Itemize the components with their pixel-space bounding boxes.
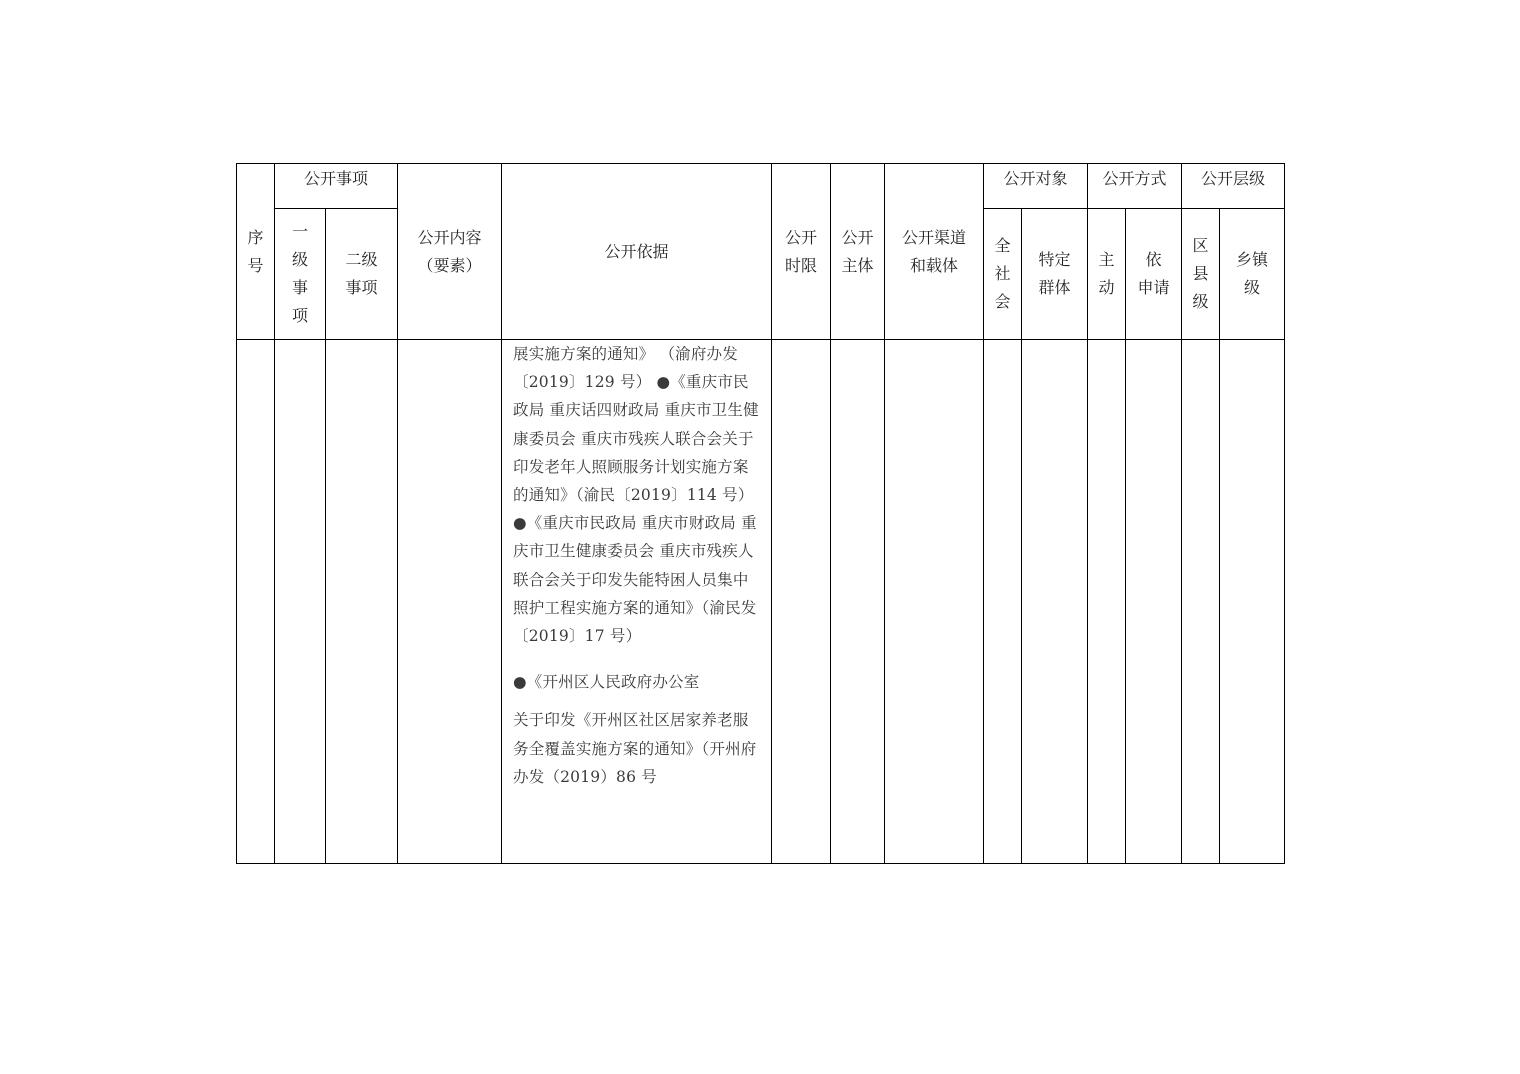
header-time-limit-line2: 时限 [785,255,818,275]
cell-channel [885,340,984,864]
cell-content [398,340,502,864]
header-level-town-line1: 乡镇 [1236,250,1269,269]
header-matter-level1 [275,209,326,340]
cell-seq [237,340,275,864]
header-subject-line2: 主体 [841,255,874,275]
header-channel-line2: 和载体 [910,255,959,275]
header-content-line2: （要素） [417,255,482,275]
header-matter-level2 [326,209,398,340]
header-matter-label: 公开事项 [304,169,369,188]
cell-level-town [1220,340,1285,864]
header-time-limit-line1: 公开 [785,227,818,247]
header-method-active [1088,209,1126,340]
header-matter [275,164,398,209]
basis-paragraph: 展实施方案的通知》 （渝府办发〔2019〕129 号） ●《重庆市民政局 重庆话四财政局 重庆市卫生健康委员会 重庆市残疾人联合会关于印发老年人照顾服务计划实施方案的通知》（渝民〔2019〕114 号）●《重庆市民政局 重庆市财政局 重庆市卫生健康委员会 重庆市残疾人联合会关于印发失能特困人员集中照护工程实施方案的通知》（渝民发〔2019〕17 号） [513,345,759,646]
header-audience-specific [1022,209,1088,340]
header-matter-level1-label: 一级事项 [291,222,308,325]
header-method [1088,164,1182,209]
header-time-limit [772,164,831,340]
cell-audience-specific [1022,340,1088,864]
table-row [237,340,1285,864]
header-row-1 [237,164,1285,209]
header-basis-label: 公开依据 [604,241,669,261]
cell-basis [502,340,772,864]
header-audience-label: 公开对象 [1003,169,1068,188]
cell-method-active [1088,340,1126,864]
header-level-county-label: 区县级 [1192,236,1209,311]
header-channel-line1: 公开渠道 [902,227,967,247]
header-audience-specific-line2: 群体 [1038,278,1071,297]
header-level [1182,164,1285,209]
header-level-label: 公开层级 [1201,169,1266,188]
cell-matter-level1 [275,340,326,864]
basis-paragraph: ●《开州区人民政府办公室 [513,673,700,692]
header-content-line1: 公开内容 [417,227,482,247]
header-matter-level2-line2: 事项 [345,278,378,297]
header-level-county [1182,209,1220,340]
basis-paragraph: 关于印发《开州区社区居家养老服务全覆盖实施方案的通知》（开州府办发（2019）86 号 [513,711,757,786]
header-matter-level2-line1: 二级 [345,250,378,269]
cell-matter-level2 [326,340,398,864]
cell-subject [831,340,885,864]
header-audience-all [984,209,1022,340]
header-subject-line1: 公开 [841,227,874,247]
header-seq-line1: 序 [247,227,264,247]
header-audience-specific-line1: 特定 [1038,250,1071,269]
header-seq [237,164,275,340]
header-content [398,164,502,340]
header-method-label: 公开方式 [1102,169,1167,188]
header-method-request [1126,209,1182,340]
cell-time-limit [772,340,831,864]
header-level-town [1220,209,1285,340]
cell-audience-all [984,340,1022,864]
header-seq-line2: 号 [247,255,264,275]
cell-level-county [1182,340,1220,864]
header-audience-all-label: 全社会 [994,236,1011,311]
header-channel [885,164,984,340]
header-audience [984,164,1088,209]
header-method-request-line1: 依 [1145,250,1162,269]
header-subject [831,164,885,340]
header-basis [502,164,772,340]
cell-method-request [1126,340,1182,864]
disclosure-table [236,163,1285,864]
header-method-active-label: 主动 [1098,250,1115,297]
header-method-request-line2: 申请 [1137,278,1170,297]
header-level-town-line2: 级 [1244,278,1261,297]
